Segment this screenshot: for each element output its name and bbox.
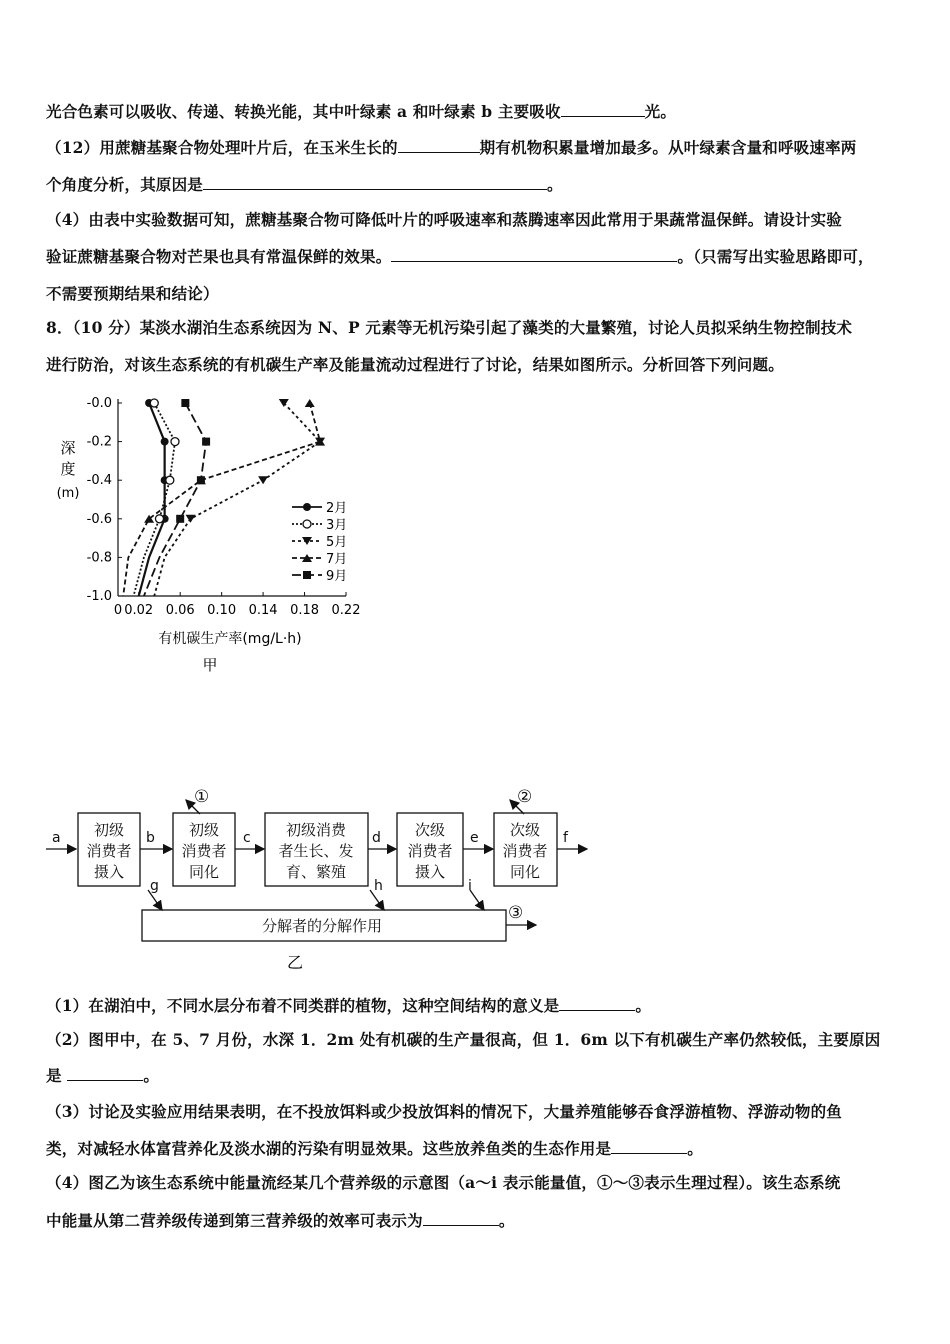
data-point [186, 515, 196, 523]
y-tick-label: -0.4 [86, 473, 112, 489]
process-3-label: ③ [508, 903, 524, 923]
flow-label-e: e [470, 830, 479, 846]
data-point [166, 476, 174, 484]
line-1-end: 光。 [644, 102, 677, 121]
legend-item [292, 569, 347, 584]
flow-label-b: b [146, 830, 155, 846]
box-5-line-3: 同化 [509, 863, 541, 881]
flow-label-d: d [372, 830, 381, 846]
question-1-end: 。 [635, 996, 652, 1015]
question-3-end: 。 [687, 1139, 703, 1158]
box-3-line-2: 者生长、发 [278, 842, 354, 860]
x-tick-label: 0.06 [165, 603, 195, 618]
question-8-text-b: 进行防治，对该生态系统的有机碳生产率及能量流动过程进行了讨论，结果如图所示。分析回答下列问题。 [46, 355, 784, 374]
answer-blank [561, 102, 645, 117]
series-line [139, 403, 165, 596]
box-4-line-3: 摄入 [414, 863, 446, 881]
data-point [279, 399, 289, 407]
line-4-text: （4）由表中实验数据可知，蔗糖基聚合物可降低叶片的呼吸速率和蒸腾速率因此常用于果蔬常温保鲜。请设计实验 [46, 210, 842, 229]
question-4-text: （4）图乙为该生态系统中能量流经某几个营养级的示意图（a～i 表示能量值，①～③表示生理过程）。该生态系统 [46, 1173, 841, 1192]
question-3-text-b: 类，对减轻水体富营养化及淡水湖的污染有明显效果。这些放养鱼类的生态作用是 [46, 1139, 612, 1158]
data-point [171, 438, 179, 446]
box-2-line-3: 同化 [188, 863, 220, 881]
series-line [154, 403, 320, 596]
line-5-text: 验证蔗糖基聚合物对芒果也具有常温保鲜的效果。 [46, 247, 392, 266]
y-axis-label-char-2: 度 [60, 460, 76, 478]
line-3-end: 。 [547, 175, 563, 194]
series-line [123, 403, 320, 596]
question-2-cont [46, 1064, 920, 1086]
answer-blank [423, 1211, 499, 1226]
question-2 [46, 1028, 920, 1050]
x-tick-label: 0.02 [124, 603, 154, 618]
x-axis-label: 有机碳生产率(mg/L·h) [158, 631, 302, 647]
y-tick-label: -1.0 [86, 589, 112, 604]
y-axis-label-char-1: 深 [60, 439, 76, 457]
data-point [202, 438, 210, 446]
box-3-line-3: 育、繁殖 [285, 863, 347, 881]
flow-label-a: a [52, 830, 61, 846]
series-line [134, 403, 175, 596]
legend-marker [303, 571, 311, 579]
legend-marker [303, 520, 311, 528]
text-line-4 [46, 208, 920, 230]
legend-item [292, 518, 347, 533]
y-tick-label: -0.0 [86, 396, 112, 411]
answer-blank [203, 175, 547, 190]
x-tick-label: 0.22 [331, 603, 361, 618]
text-line-2 [46, 136, 920, 158]
series-line [144, 403, 206, 596]
legend-item [292, 501, 347, 516]
x-tick-label: 0.14 [248, 603, 278, 618]
question-2-text-b: 是 [46, 1066, 62, 1085]
y-tick-label: -0.6 [86, 511, 112, 527]
decomposer-box: 分解者的分解作用 [261, 917, 383, 935]
chart-jia [40, 385, 380, 685]
legend-label: 7月 [326, 552, 348, 567]
flow-label-i: i [468, 878, 472, 894]
legend-label: 9月 [326, 569, 348, 584]
process-1-label: ① [194, 787, 210, 807]
text-line-5 [46, 245, 920, 267]
y-tick-label: -0.2 [86, 434, 112, 450]
line-1-text: 光合色素可以吸收、传递、转换光能，其中叶绿素 a 和叶绿素 b 主要吸收 [46, 102, 561, 121]
data-point [150, 399, 158, 407]
flow-label-f: f [563, 830, 568, 846]
line-6-text: 不需要预期结果和结论） [46, 284, 219, 303]
question-3 [46, 1100, 920, 1122]
question-4-end: 。 [498, 1211, 515, 1230]
box-5-line-1: 次级 [509, 821, 541, 839]
diagram-yi [40, 780, 600, 980]
text-line-6 [46, 282, 920, 304]
diagram-caption: 乙 [286, 953, 304, 972]
data-point [155, 515, 163, 523]
line-2-text-b: 期有机物积累量增加最多。从叶绿素含量和呼吸速率两 [479, 138, 857, 157]
series-2 [134, 399, 179, 596]
answer-blank [611, 1139, 687, 1154]
box-2-line-2: 消费者 [181, 842, 227, 860]
y-axis-label-char-3: (m) [56, 486, 80, 501]
box-1-line-2: 消费者 [86, 842, 132, 860]
box-3-line-1: 初级消费 [285, 821, 347, 839]
flow-label-h: h [374, 878, 383, 894]
question-4-cont [46, 1209, 920, 1231]
legend-label: 2月 [326, 501, 348, 516]
line-5-end: 。（只需写出实验思路即可， [677, 247, 874, 266]
line-3-text: 个角度分析，其原因是 [46, 175, 204, 194]
data-point [161, 438, 169, 446]
answer-blank [559, 996, 635, 1011]
legend-label: 5月 [326, 535, 348, 550]
legend-marker [303, 503, 311, 511]
question-3-text: （3）讨论及实验应用结果表明，在不投放饵料或少投放饵料的情况下，大量养殖能够吞食浮游植物、浮游动物的鱼 [46, 1102, 842, 1121]
box-2-line-1: 初级 [188, 821, 220, 839]
x-tick-label: 0 [113, 603, 123, 618]
x-tick-label: 0.10 [207, 603, 237, 618]
question-4-text-b: 中能量从第二营养级传递到第三营养级的效率可表示为 [46, 1211, 423, 1230]
box-4-line-2: 消费者 [407, 842, 453, 860]
box-5-line-2: 消费者 [502, 842, 548, 860]
flow-label-g: g [150, 878, 159, 894]
answer-blank [398, 138, 480, 153]
text-line-7 [46, 316, 920, 338]
answer-blank [67, 1066, 143, 1081]
legend-item [292, 535, 347, 550]
series-1 [139, 399, 169, 596]
question-3-cont [46, 1137, 920, 1159]
question-8-text: 8．（10 分）某淡水湖泊生态系统因为 N、P 元素等无机污染引起了藻类的大量繁殖，讨论人员拟采纳生物控制技术 [46, 318, 853, 337]
x-tick-label: 0.18 [290, 603, 320, 618]
question-1-text: （1）在湖泊中，不同水层分布着不同类群的植物，这种空间结构的意义是 [46, 996, 560, 1015]
box-4-line-1: 次级 [414, 821, 446, 839]
data-point [181, 399, 189, 407]
series-3 [154, 399, 325, 596]
series-4 [123, 399, 325, 596]
data-point [176, 515, 184, 523]
text-line-1 [46, 100, 920, 122]
data-point [305, 399, 315, 407]
text-line-8 [46, 353, 920, 375]
data-point [197, 476, 205, 484]
legend-label: 3月 [326, 518, 348, 533]
flow-label-c: c [243, 830, 251, 846]
y-tick-label: -0.8 [86, 550, 112, 566]
process-2-label: ② [517, 787, 533, 807]
text-line-3 [46, 173, 920, 195]
answer-blank [391, 247, 677, 262]
question-4 [46, 1171, 920, 1193]
question-2-end: 。 [143, 1066, 160, 1085]
legend-item [292, 552, 347, 567]
question-2-text: （2）图甲中，在 5、7 月份，水深 1．2m 处有机碳的生产量很高，但 1．6m 以下有机碳生产率仍然较低，主要原因 [46, 1030, 881, 1049]
line-2-text: （12）用蔗糖基聚合物处理叶片后，在玉米生长的 [46, 138, 398, 157]
box-1-line-3: 摄入 [93, 863, 125, 881]
chart-caption: 甲 [202, 656, 218, 674]
question-1 [46, 994, 920, 1016]
box-1-line-1: 初级 [93, 821, 125, 839]
